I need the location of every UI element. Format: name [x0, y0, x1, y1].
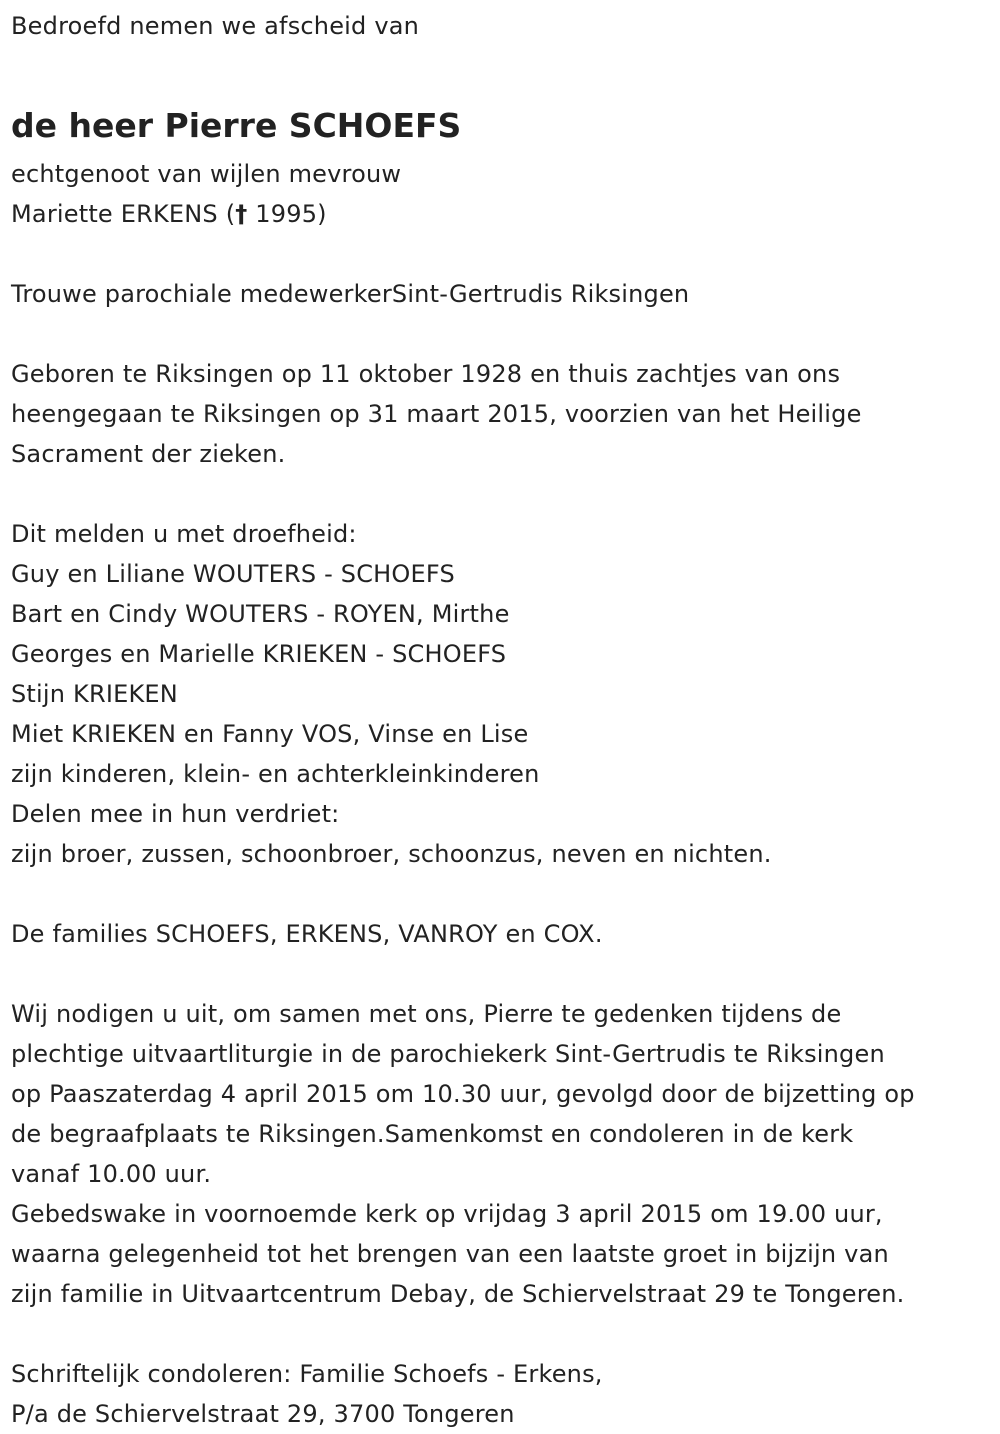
spouse-line-2 [11, 194, 1000, 234]
funeral-line: de begraafplaats te Riksingen.Samenkomst en condoleren in de kerk [11, 1120, 854, 1148]
spacer [11, 954, 1000, 994]
condolences-line: P/a de Schiervelstraat 29, 3700 Tongeren [11, 1400, 515, 1428]
spouse-line-1: echtgenoot van wijlen mevrouw [11, 160, 402, 188]
family-line: Miet KRIEKEN en Fanny VOS, Vinse en Lise [11, 720, 529, 748]
role-text: Trouwe parochiale medewerkerSint-Gertrudis Riksingen [11, 280, 690, 308]
family-line: zijn kinderen, klein- en achterkleinkinderen [11, 760, 540, 788]
family-line: Dit melden u met droefheid: [11, 520, 357, 548]
intro-text: Bedroefd nemen we afscheid van [11, 12, 420, 40]
deceased-name: de heer Pierre SCHOEFS [11, 106, 462, 145]
birth-death-line: Sacrament der zieken. [11, 440, 286, 468]
family-line: zijn broer, zussen, schoonbroer, schoonzus, neven en nichten. [11, 840, 772, 868]
family-line: Stijn KRIEKEN [11, 680, 178, 708]
birth-death-line: Geboren te Riksingen op 11 oktober 1928 en thuis zachtjes van ons [11, 360, 841, 388]
family-line: Bart en Cindy WOUTERS - ROYEN, Mirthe [11, 600, 510, 628]
family-line: Guy en Liliane WOUTERS - SCHOEFS [11, 560, 455, 588]
families-text: De families SCHOEFS, ERKENS, VANROY en COX. [11, 920, 603, 948]
spacer [11, 234, 1000, 274]
funeral-line: zijn familie in Uitvaartcentrum Debay, de Schiervelstraat 29 te Tongeren. [11, 1280, 905, 1308]
spacer [11, 474, 1000, 514]
funeral-line: op Paaszaterdag 4 april 2015 om 10.30 uur, gevolgd door de bijzetting op [11, 1080, 915, 1108]
funeral-line: Wij nodigen u uit, om samen met ons, Pierre te gedenken tijdens de [11, 1000, 842, 1028]
spacer [11, 874, 1000, 914]
cross-icon: † [235, 200, 248, 228]
funeral-line: vanaf 10.00 uur. [11, 1160, 212, 1188]
family-line: Georges en Marielle KRIEKEN - SCHOEFS [11, 640, 507, 668]
birth-death-line: heengegaan te Riksingen op 31 maart 2015, voorzien van het Heilige [11, 400, 862, 428]
condolences-line: Schriftelijk condoleren: Familie Schoefs - Erkens, [11, 1360, 603, 1388]
spacer [11, 314, 1000, 354]
funeral-line: plechtige uitvaartliturgie in de parochiekerk Sint-Gertrudis te Riksingen [11, 1040, 885, 1068]
family-line: Delen mee in hun verdriet: [11, 800, 340, 828]
spouse-name: Mariette ERKENS ( [11, 200, 236, 228]
funeral-line: Gebedswake in voornoemde kerk op vrijdag 3 april 2015 om 19.00 uur, [11, 1200, 883, 1228]
spacer [11, 1314, 1000, 1354]
spouse-death-year: 1995) [247, 200, 327, 228]
funeral-line: waarna gelegenheid tot het brengen van een laatste groet in bijzijn van [11, 1240, 889, 1268]
